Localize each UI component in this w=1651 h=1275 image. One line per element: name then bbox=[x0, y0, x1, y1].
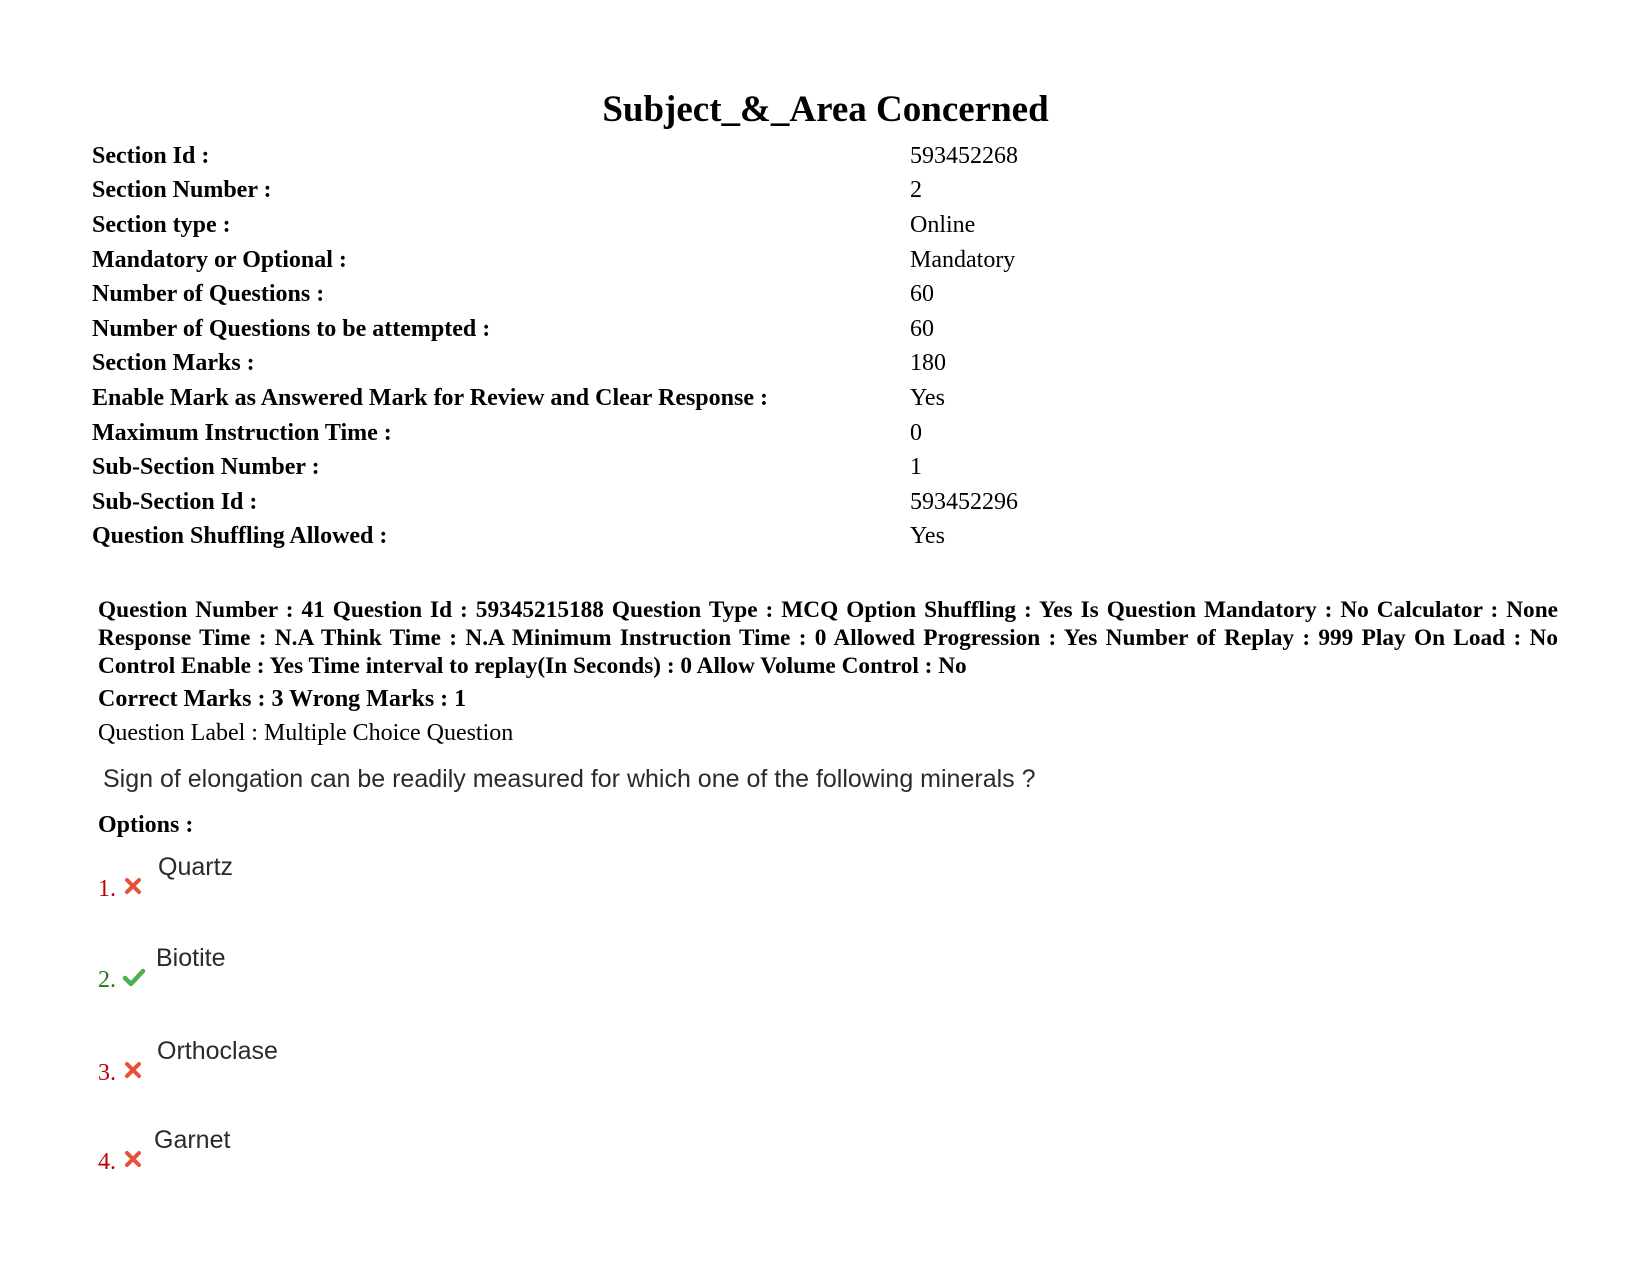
info-value: Online bbox=[910, 211, 976, 238]
info-row bbox=[92, 243, 1018, 278]
info-label: Number of Questions : bbox=[92, 281, 325, 308]
info-value: 180 bbox=[910, 350, 946, 377]
info-row bbox=[92, 520, 1018, 555]
info-row bbox=[92, 277, 1018, 312]
question-text: Sign of elongation can be readily measured for which one of the following minerals ? bbox=[103, 765, 1036, 793]
check-icon bbox=[122, 968, 146, 986]
info-value: Mandatory bbox=[910, 246, 1016, 273]
info-row bbox=[92, 208, 1018, 243]
info-label: Section Id : bbox=[92, 142, 210, 169]
info-row bbox=[92, 312, 1018, 347]
info-value: Yes bbox=[910, 384, 945, 411]
info-label: Sub-Section Id : bbox=[92, 488, 258, 515]
info-label: Section Marks : bbox=[92, 350, 255, 377]
option-1 bbox=[98, 853, 498, 903]
info-value: 60 bbox=[910, 281, 934, 308]
info-label: Enable Mark as Answered Mark for Review and Clear Response : bbox=[92, 384, 768, 411]
option-number: 3. bbox=[98, 1060, 116, 1086]
option-text: Quartz bbox=[158, 853, 234, 881]
option-2 bbox=[98, 944, 498, 994]
info-value: 0 bbox=[910, 419, 922, 446]
question-meta: Question Number : 41 Question Id : 59345215188 Question Type : MCQ Option Shuffling : Yes Is Question Mandatory : No Calculator : None Response Time : N.A Think Time : N.A Minimum Instruction Time : 0 Allowed Progression : Yes Number of Replay : 999 Play On Load : No Control Enable : Yes Time interval to replay(In Seconds) : 0 Allow Volume Control : No bbox=[98, 597, 1558, 679]
section-info-table bbox=[92, 139, 1018, 554]
info-value: 1 bbox=[910, 454, 922, 481]
cross-icon bbox=[124, 1150, 142, 1168]
info-label: Section type : bbox=[92, 211, 231, 238]
option-4 bbox=[98, 1126, 498, 1176]
info-label: Section Number : bbox=[92, 177, 272, 204]
info-label: Question Shuffling Allowed : bbox=[92, 523, 388, 550]
info-row bbox=[92, 485, 1018, 520]
info-label: Number of Questions to be attempted : bbox=[92, 315, 491, 342]
option-text: Orthoclase bbox=[157, 1037, 278, 1065]
info-row bbox=[92, 139, 1018, 174]
option-number: 4. bbox=[98, 1149, 116, 1175]
info-value: 593452296 bbox=[910, 488, 1018, 515]
info-label: Sub-Section Number : bbox=[92, 454, 320, 481]
cross-icon bbox=[124, 877, 142, 895]
option-3 bbox=[98, 1037, 498, 1087]
info-value: Yes bbox=[910, 523, 945, 550]
info-value: 2 bbox=[910, 177, 922, 204]
cross-icon bbox=[124, 1061, 142, 1079]
info-row bbox=[92, 416, 1018, 451]
option-text: Biotite bbox=[156, 944, 226, 972]
options-heading: Options : bbox=[98, 812, 194, 838]
option-number: 1. bbox=[98, 876, 116, 902]
info-label: Mandatory or Optional : bbox=[92, 246, 347, 273]
question-label: Question Label : Multiple Choice Question bbox=[98, 720, 514, 746]
info-row bbox=[92, 174, 1018, 209]
info-row bbox=[92, 347, 1018, 382]
option-text: Garnet bbox=[154, 1126, 231, 1154]
option-number: 2. bbox=[98, 967, 116, 993]
question-marks: Correct Marks : 3 Wrong Marks : 1 bbox=[98, 686, 467, 712]
info-label: Maximum Instruction Time : bbox=[92, 419, 392, 446]
info-value: 60 bbox=[910, 315, 934, 342]
info-row bbox=[92, 450, 1018, 485]
page-title: Subject_&_Area Concerned bbox=[602, 89, 1049, 130]
info-value: 593452268 bbox=[910, 142, 1018, 169]
info-row bbox=[92, 381, 1018, 416]
